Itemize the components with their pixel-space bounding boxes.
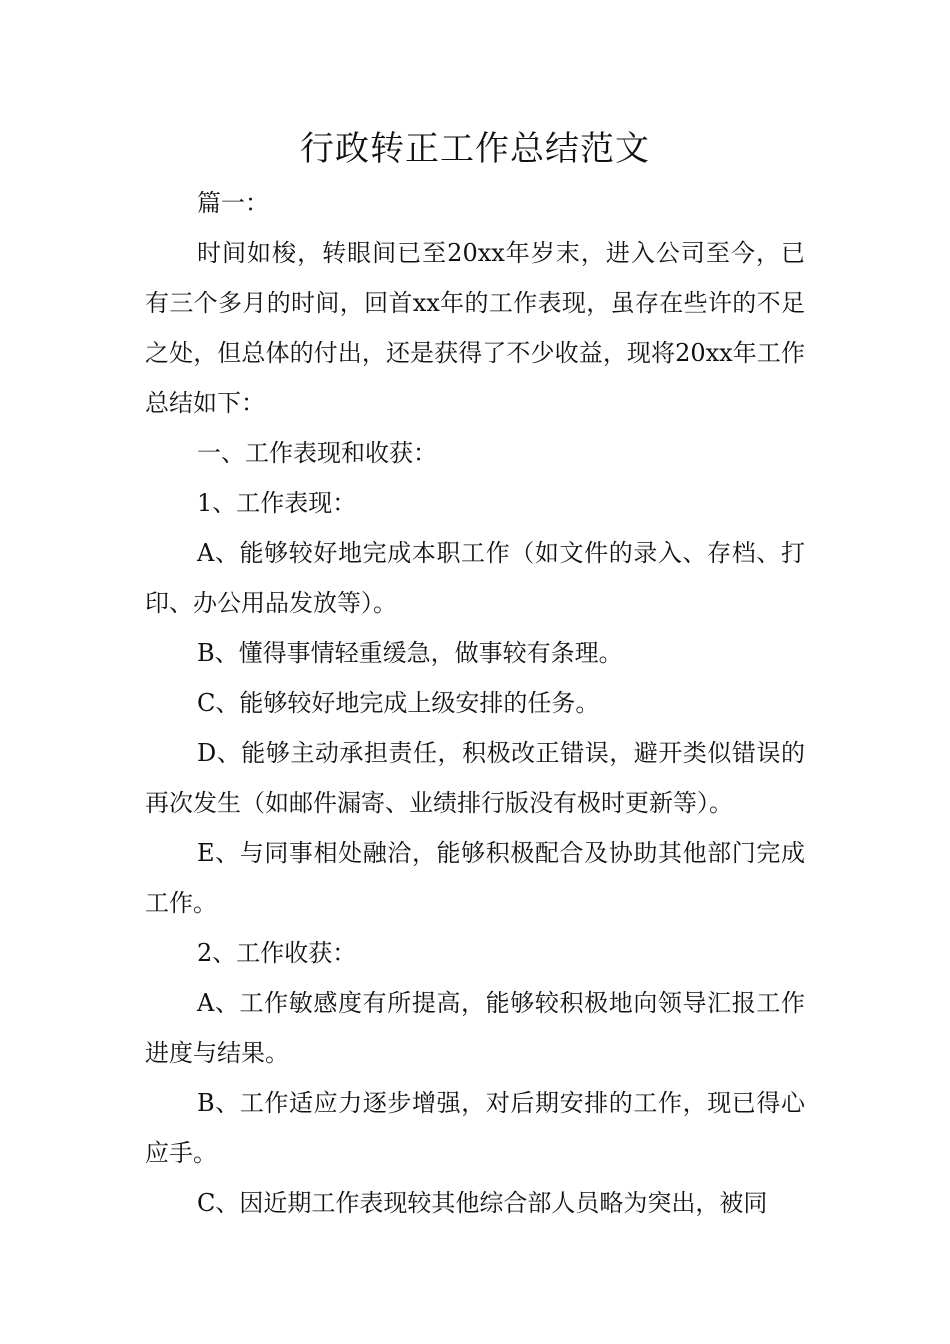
subsection-heading: 2、工作收获： (197, 939, 357, 967)
intro-paragraph: 时间如梭，转眼间已至20xx年岁末，进入公司至今，已有三个多月的时间，回首xx年的工作表现，虽存在些许的不足之处，但总体的付出，还是获得了不少收益，现将20xx年工作总结如下： (145, 239, 805, 417)
list-item: B、懂得事情轻重缓急，做事较有条理。 (197, 639, 623, 667)
list-item: A、工作敏感度有所提高，能够较积极地向领导汇报工作进度与结果。 (145, 989, 805, 1067)
list-item: E、与同事相处融洽，能够积极配合及协助其他部门完成工作。 (145, 839, 805, 917)
document-body (145, 178, 805, 1228)
list-item: C、因近期工作表现较其他综合部人员略为突出，被同 (197, 1189, 768, 1217)
section-heading: 一、工作表现和收获： (197, 439, 437, 467)
list-item: A、能够较好地完成本职工作（如文件的录入、存档、打印、办公用品发放等）。 (145, 539, 805, 617)
list-item: C、能够较好地完成上级安排的任务。 (197, 689, 600, 717)
section-label: 篇一： (197, 189, 269, 217)
list-item: D、能够主动承担责任，积极改正错误，避开类似错误的再次发生（如邮件漏寄、业绩排行版没有极时更新等）。 (145, 739, 805, 817)
document-title: 行政转正工作总结范文 (300, 129, 650, 169)
subsection-heading: 1、工作表现： (197, 489, 357, 517)
list-item: B、工作适应力逐步增强，对后期安排的工作，现已得心应手。 (145, 1089, 805, 1167)
